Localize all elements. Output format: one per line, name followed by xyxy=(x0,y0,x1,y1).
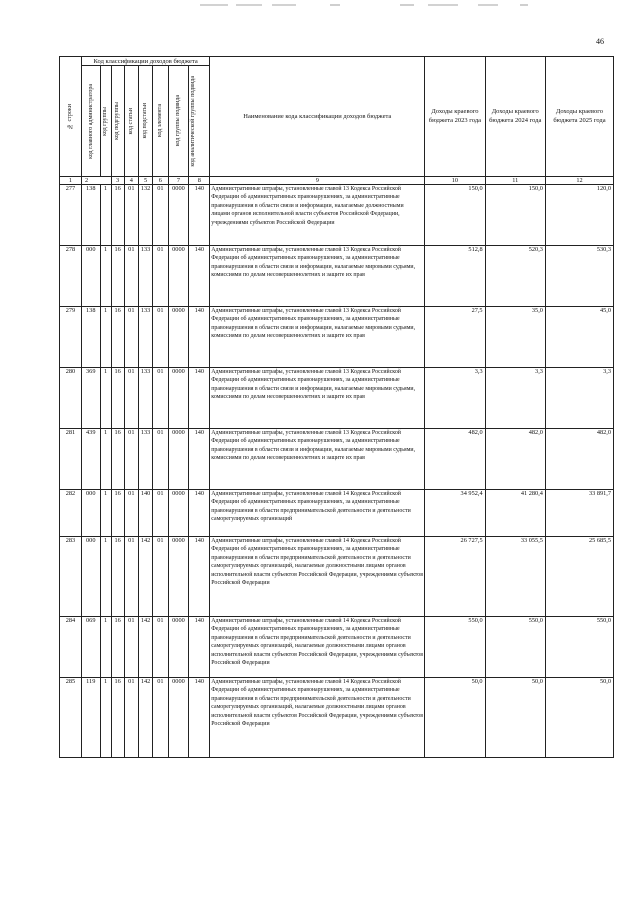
table-row xyxy=(60,185,614,246)
cell-y2023: 26 727,5 xyxy=(425,537,485,617)
cell-art: 01 xyxy=(124,185,138,246)
cell-elem: 01 xyxy=(153,678,168,758)
cell-pgrp: 0000 xyxy=(168,617,189,678)
column-numbers-row: 1 2 3 4 5 6 7 8 9 10 11 12 xyxy=(60,177,614,185)
cell-y2024: 35,0 xyxy=(485,307,545,368)
cell-y2023: 150,0 xyxy=(425,185,485,246)
cell-y2023: 50,0 xyxy=(425,678,485,758)
code-col-header: код группы xyxy=(100,66,111,177)
cell-agrp: 140 xyxy=(189,307,210,368)
cell-y2025: 33 891,7 xyxy=(545,490,613,537)
table-row xyxy=(60,307,614,368)
cell-elem: 01 xyxy=(153,537,168,617)
cell-agrp: 140 xyxy=(189,429,210,490)
revenue-table xyxy=(59,56,614,758)
cell-n: 279 xyxy=(60,307,82,368)
cell-y2025: 530,3 xyxy=(545,246,613,307)
cell-adm: 369 xyxy=(81,368,100,429)
cell-sub: 16 xyxy=(111,537,124,617)
cell-grp: 1 xyxy=(100,678,111,758)
cell-sub: 16 xyxy=(111,185,124,246)
cell-elem: 01 xyxy=(153,185,168,246)
page-number: 46 xyxy=(596,37,604,46)
cell-pgrp: 0000 xyxy=(168,368,189,429)
cell-y2025: 45,0 xyxy=(545,307,613,368)
header-2024: Доходы краевого бюджета 2024 года xyxy=(485,57,545,177)
cell-name: Административные штрафы, установленные главой 13 Кодекса Российской Федерации об административных правонарушениях, за административные правонарушения в области связи и информации, налагаемые мировыми судьями, комиссиями по делам несовершеннолетних и защите их прав xyxy=(210,429,425,490)
table-row xyxy=(60,678,614,758)
table-row xyxy=(60,429,614,490)
cell-adm: 069 xyxy=(81,617,100,678)
cell-n: 278 xyxy=(60,246,82,307)
cell-subart: 133 xyxy=(138,368,152,429)
table-row xyxy=(60,490,614,537)
cell-y2023: 34 952,4 xyxy=(425,490,485,537)
cell-n: 281 xyxy=(60,429,82,490)
cell-pgrp: 0000 xyxy=(168,307,189,368)
cell-y2024: 50,0 xyxy=(485,678,545,758)
cell-y2024: 550,0 xyxy=(485,617,545,678)
cell-y2023: 550,0 xyxy=(425,617,485,678)
cell-name: Административные штрафы, установленные главой 13 Кодекса Российской Федерации об административных правонарушениях, за административные правонарушения в области связи и информации, налагаемые мировыми судьями, комиссиями по делам несовершеннолетних и защите их прав xyxy=(210,307,425,368)
cell-pgrp: 0000 xyxy=(168,490,189,537)
cell-grp: 1 xyxy=(100,185,111,246)
cell-elem: 01 xyxy=(153,307,168,368)
cell-elem: 01 xyxy=(153,246,168,307)
cell-agrp: 140 xyxy=(189,537,210,617)
code-col-header: код главного администратора xyxy=(81,66,100,177)
cell-elem: 01 xyxy=(153,429,168,490)
cell-grp: 1 xyxy=(100,368,111,429)
cell-n: 283 xyxy=(60,537,82,617)
cell-elem: 01 xyxy=(153,368,168,429)
cell-grp: 1 xyxy=(100,246,111,307)
cell-pgrp: 0000 xyxy=(168,678,189,758)
cell-art: 01 xyxy=(124,368,138,429)
cell-art: 01 xyxy=(124,246,138,307)
cell-agrp: 140 xyxy=(189,678,210,758)
cell-adm: 119 xyxy=(81,678,100,758)
table-row xyxy=(60,368,614,429)
cell-adm: 439 xyxy=(81,429,100,490)
cell-adm: 000 xyxy=(81,246,100,307)
cell-subart: 142 xyxy=(138,537,152,617)
cell-agrp: 140 xyxy=(189,368,210,429)
cell-agrp: 140 xyxy=(189,490,210,537)
code-group-header: Код классификации доходов бюджета xyxy=(81,57,209,66)
table-row xyxy=(60,537,614,617)
cell-n: 284 xyxy=(60,617,82,678)
cell-sub: 16 xyxy=(111,490,124,537)
cell-n: 280 xyxy=(60,368,82,429)
cell-subart: 142 xyxy=(138,617,152,678)
cell-y2023: 27,5 xyxy=(425,307,485,368)
table-row xyxy=(60,246,614,307)
cell-subart: 133 xyxy=(138,246,152,307)
cell-sub: 16 xyxy=(111,678,124,758)
cell-y2025: 550,0 xyxy=(545,617,613,678)
cell-name: Административные штрафы, установленные главой 13 Кодекса Российской Федерации об административных правонарушениях, за административные правонарушения в области связи и информации, налагаемые мировыми судьями, комиссиями по делам несовершеннолетних и защите их прав xyxy=(210,368,425,429)
cell-adm: 138 xyxy=(81,185,100,246)
header-2025: Доходы краевого бюджета 2025 года xyxy=(545,57,613,177)
cell-art: 01 xyxy=(124,490,138,537)
cell-y2024: 482,0 xyxy=(485,429,545,490)
cell-pgrp: 0000 xyxy=(168,185,189,246)
cell-grp: 1 xyxy=(100,537,111,617)
cell-adm: 000 xyxy=(81,537,100,617)
cell-pgrp: 0000 xyxy=(168,537,189,617)
cell-elem: 01 xyxy=(153,490,168,537)
cell-y2024: 41 280,4 xyxy=(485,490,545,537)
cell-y2025: 50,0 xyxy=(545,678,613,758)
cell-adm: 000 xyxy=(81,490,100,537)
name-header: Наименование кода классификации доходов бюджета xyxy=(210,57,425,177)
cell-y2025: 120,0 xyxy=(545,185,613,246)
cell-grp: 1 xyxy=(100,307,111,368)
cell-grp: 1 xyxy=(100,617,111,678)
cell-sub: 16 xyxy=(111,307,124,368)
cell-n: 282 xyxy=(60,490,82,537)
header-2023: Доходы краевого бюджета 2023 года xyxy=(425,57,485,177)
cell-y2023: 3,3 xyxy=(425,368,485,429)
cell-art: 01 xyxy=(124,678,138,758)
cell-art: 01 xyxy=(124,617,138,678)
cell-y2023: 482,0 xyxy=(425,429,485,490)
cell-subart: 140 xyxy=(138,490,152,537)
cell-pgrp: 0000 xyxy=(168,246,189,307)
code-col-header: код элемента xyxy=(153,66,168,177)
cell-sub: 16 xyxy=(111,617,124,678)
table-row xyxy=(60,617,614,678)
cell-subart: 142 xyxy=(138,678,152,758)
scan-artifact-lines xyxy=(0,4,636,10)
cell-subart: 133 xyxy=(138,307,152,368)
cell-name: Административные штрафы, установленные главой 13 Кодекса Российской Федерации об административных правонарушениях, за административные правонарушения в области связи и информации, налагаемые должностными лицами органов исполнительной власти субъектов Российской Федерации, учреждениями субъектов Российской Федерации xyxy=(210,185,425,246)
cell-y2024: 520,3 xyxy=(485,246,545,307)
cell-name: Административные штрафы, установленные главой 14 Кодекса Российской Федерации об административных правонарушениях, за административные правонарушения в области предпринимательской деятельности и деятельности саморегулируемых организаций, налагаемые должностными лицами органов исполнительной власти субъектов Российской Федерации, учреждениями субъектов Российской Федерации xyxy=(210,537,425,617)
cell-n: 277 xyxy=(60,185,82,246)
cell-subart: 132 xyxy=(138,185,152,246)
cell-adm: 138 xyxy=(81,307,100,368)
cell-name: Административные штрафы, установленные главой 14 Кодекса Российской Федерации об административных правонарушениях, за административные правонарушения в области предпринимательской деятельности и деятельности саморегулируемых организаций, налагаемые должностными лицами органов исполнительной власти субъектов Российской Федерации, учреждениями субъектов Российской Федерации xyxy=(210,678,425,758)
cell-agrp: 140 xyxy=(189,246,210,307)
cell-n: 285 xyxy=(60,678,82,758)
cell-grp: 1 xyxy=(100,490,111,537)
cell-y2024: 33 055,5 xyxy=(485,537,545,617)
cell-y2025: 482,0 xyxy=(545,429,613,490)
cell-name: Административные штрафы, установленные главой 14 Кодекса Российской Федерации об административных правонарушениях, за административные правонарушения в области предпринимательской деятельности и деятельности саморегулируемых организаций xyxy=(210,490,425,537)
cell-subart: 133 xyxy=(138,429,152,490)
cell-sub: 16 xyxy=(111,429,124,490)
cell-art: 01 xyxy=(124,537,138,617)
cell-art: 01 xyxy=(124,429,138,490)
cell-sub: 16 xyxy=(111,368,124,429)
cell-y2024: 150,0 xyxy=(485,185,545,246)
cell-grp: 1 xyxy=(100,429,111,490)
cell-pgrp: 0000 xyxy=(168,429,189,490)
cell-agrp: 140 xyxy=(189,185,210,246)
cell-art: 01 xyxy=(124,307,138,368)
cell-y2023: 512,8 xyxy=(425,246,485,307)
cell-y2025: 3,3 xyxy=(545,368,613,429)
code-col-header: код группы подвида xyxy=(168,66,189,177)
code-col-header: код подстатьи xyxy=(138,66,152,177)
code-col-header: код подгруппы xyxy=(111,66,124,177)
cell-name: Административные штрафы, установленные главой 13 Кодекса Российской Федерации об административных правонарушениях, за административные правонарушения в области связи и информации, налагаемые мировыми судьями, комиссиями по делам несовершеннолетних и защите их прав xyxy=(210,246,425,307)
cell-elem: 01 xyxy=(153,617,168,678)
cell-sub: 16 xyxy=(111,246,124,307)
cell-y2025: 25 685,5 xyxy=(545,537,613,617)
cell-agrp: 140 xyxy=(189,617,210,678)
row-number-header: № строки xyxy=(60,57,82,177)
cell-y2024: 3,3 xyxy=(485,368,545,429)
code-col-header: код аналитической группы подвида xyxy=(189,66,210,177)
cell-name: Административные штрафы, установленные главой 14 Кодекса Российской Федерации об административных правонарушениях, за административные правонарушения в области предпринимательской деятельности и деятельности саморегулируемых организаций, налагаемые должностными лицами органов исполнительной власти субъектов Российской Федерации, учреждениями субъектов Российской Федерации xyxy=(210,617,425,678)
code-col-header: код статьи xyxy=(124,66,138,177)
